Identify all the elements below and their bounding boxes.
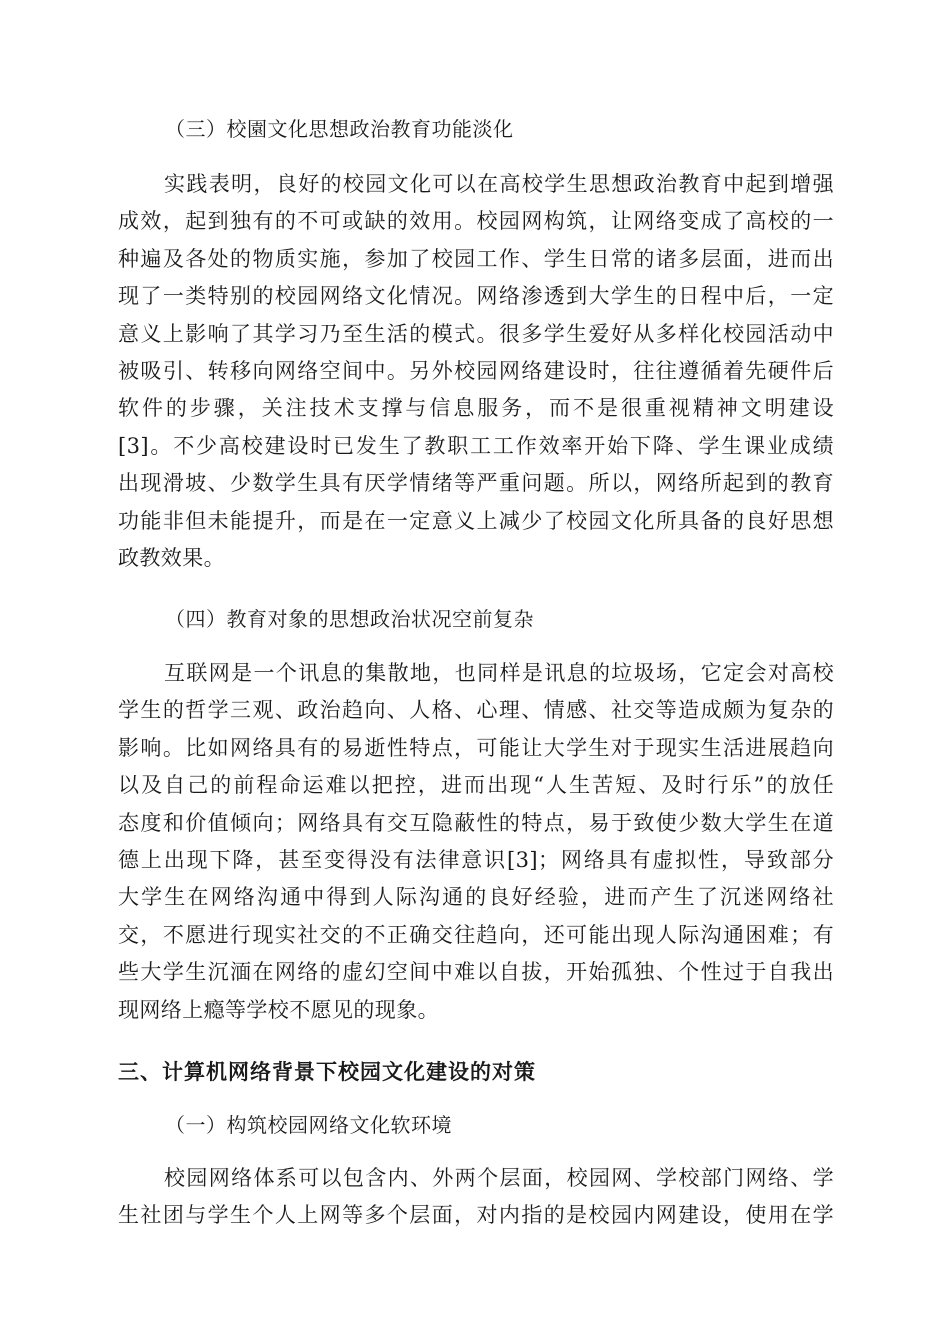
section-4-paragraph (118, 655, 834, 1029)
paragraph-line: 政教效果。 (118, 545, 225, 570)
paragraph-line: 互联网是一个讯息的集散地，也同样是讯息的垃圾场，它定会对高校 (164, 661, 834, 685)
paragraph-line: 态度和价值倾向；网络具有交互隐蔽性的特点，易于致使少数大学生在道 (118, 810, 834, 835)
paragraph-line: 些大学生沉湎在网络的虚幻空间中难以自拔，开始孤独、个性过于自我出 (118, 960, 834, 985)
paragraph-line: 种遍及各处的物质实施，参加了校园工作、学生日常的诸多层面，进而出 (118, 246, 834, 271)
paragraph-line: [3]。不少高校建设时已发生了教职工工作效率开始下降、学生课业成绩 (118, 433, 834, 458)
paragraph-line: 软件的步骤，关注技术支撑与信息服务，而不是很重视精神文明建设 (118, 396, 834, 421)
paragraph-line: 成效，起到独有的不可或缺的效用。校园网构筑，让网络变成了高校的一 (118, 209, 834, 234)
section-heading-1: （一）构筑校园网络文化软环境 (165, 1113, 452, 1137)
section-heading-4: （四）教育对象的思想政治状况空前复杂 (165, 607, 534, 631)
paragraph-line: 被吸引、转移向网络空间中。另外校园网络建设时，往往遵循着先硬件后 (118, 358, 834, 383)
paragraph-line: 德上出现下降，甚至变得没有法律意识[3]；网络具有虚拟性，导致部分 (118, 847, 834, 872)
section-3-paragraph (118, 166, 834, 577)
paragraph-line: 实践表明，良好的校园文化可以在高校学生思想政治教育中起到增强 (164, 172, 834, 196)
paragraph-line: 校园网络体系可以包含内、外两个层面，校园网、学校部门网络、学 (164, 1166, 834, 1190)
paragraph-line: 交，不愿进行现实社交的不正确交往趋向，还可能出现人际沟通困难；有 (118, 922, 834, 947)
part-heading-3: 三、计算机网络背景下校园文化建设的对策 (118, 1060, 536, 1084)
paragraph-line: 以及自己的前程命运难以把控，进而出现“人生苦短、及时行乐”的放任 (118, 773, 834, 798)
paragraph-line: 意义上影响了其学习乃至生活的模式。很多学生爱好从多样化校园活动中 (118, 321, 834, 346)
paragraph-line: 学生的哲学三观、政治趋向、人格、心理、情感、社交等造成颇为复杂的 (118, 698, 834, 723)
paragraph-line: 大学生在网络沟通中得到人际沟通的良好经验，进而产生了沉迷网络社 (118, 885, 834, 910)
paragraph-line: 现了一类特别的校园网络文化情况。网络渗透到大学生的日程中后，一定 (118, 284, 834, 309)
part-3-section-1-paragraph (118, 1160, 834, 1235)
paragraph-line: 出现滑坡、少数学生具有厌学情绪等严重问题。所以，网络所起到的教育 (118, 471, 834, 496)
paragraph-line: 现网络上瘾等学校不愿见的现象。 (118, 997, 439, 1022)
paragraph-line: 影响。比如网络具有的易逝性特点，可能让大学生对于现实生活进展趋向 (118, 735, 834, 760)
paragraph-line: 生社团与学生个人上网等多个层面，对内指的是校园内网建设，使用在学 (118, 1203, 834, 1228)
section-heading-3: （三）校園文化思想政治教育功能淡化 (165, 117, 514, 141)
paragraph-line: 功能非但未能提升，而是在一定意义上减少了校园文化所具备的良好思想 (118, 508, 834, 533)
